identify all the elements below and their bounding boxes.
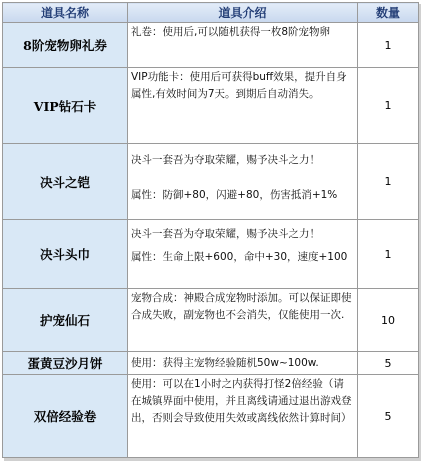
item-name: VIP钻石卡 [3,68,128,144]
table-row [3,144,419,220]
item-name: 蛋黄豆沙月饼 [3,352,128,375]
description-text: 宠物合成：神殿合成宠物时添加。可以保证即使合成失败，副宠物也不会消失，仅能使用一次. [131,292,352,321]
table-row [3,375,419,458]
attribute-text: 属性：生命上限+600，命中+30，速度+100 [131,251,348,263]
table-row [3,68,419,144]
header-item-name: 道具名称 [3,3,128,23]
table-row [3,23,419,68]
table-row [3,352,419,375]
item-quantity: 5 [358,352,419,375]
description-text: 使用：获得主宠物经验随机50w~100w. [131,356,319,369]
table-row [3,289,419,352]
item-description [128,289,358,352]
item-name: 护宠仙石 [3,289,128,352]
item-name: 决斗之铠 [3,144,128,220]
description-text: 决斗一套吾为夺取荣耀，赐予决斗之力！ [131,154,320,166]
item-name: 双倍经验卷 [3,375,128,458]
header-item-description: 道具介绍 [128,3,358,23]
header-quantity: 数量 [358,3,419,23]
item-quantity: 1 [358,23,419,68]
item-quantity: 5 [358,375,419,458]
item-table [2,2,419,458]
item-quantity: 10 [358,289,419,352]
item-name: 决斗头巾 [3,220,128,289]
item-description [128,23,358,68]
item-description [128,68,358,144]
item-quantity: 1 [358,68,419,144]
item-description [128,375,358,458]
description-text: 决斗一套吾为夺取荣耀，赐予决斗之力！ [131,228,320,240]
description-text: VIP功能卡：使用后可获得buff效果，提升自身属性,有效时间为7天。到期后自动消失。 [131,71,347,100]
table-row [3,220,419,289]
item-description [128,352,358,375]
item-name: 8阶宠物卵礼券 [3,23,128,68]
attribute-text: 属性：防御+80，闪避+80，伤害抵消+1% [131,189,338,201]
table-header-row [3,3,419,23]
item-quantity: 1 [358,220,419,289]
item-quantity: 1 [358,144,419,220]
item-description [128,144,358,220]
description-text: 使用：可以在1小时之内获得打怪2倍经验（请在城镇界面中使用，并且离线请通过退出游戏登出，否则会导致使用失效或离线依然计算时间） [131,378,352,424]
item-description [128,220,358,289]
description-text: 礼卷：使用后,可以随机获得一枚8阶宠物卵 [131,26,331,38]
